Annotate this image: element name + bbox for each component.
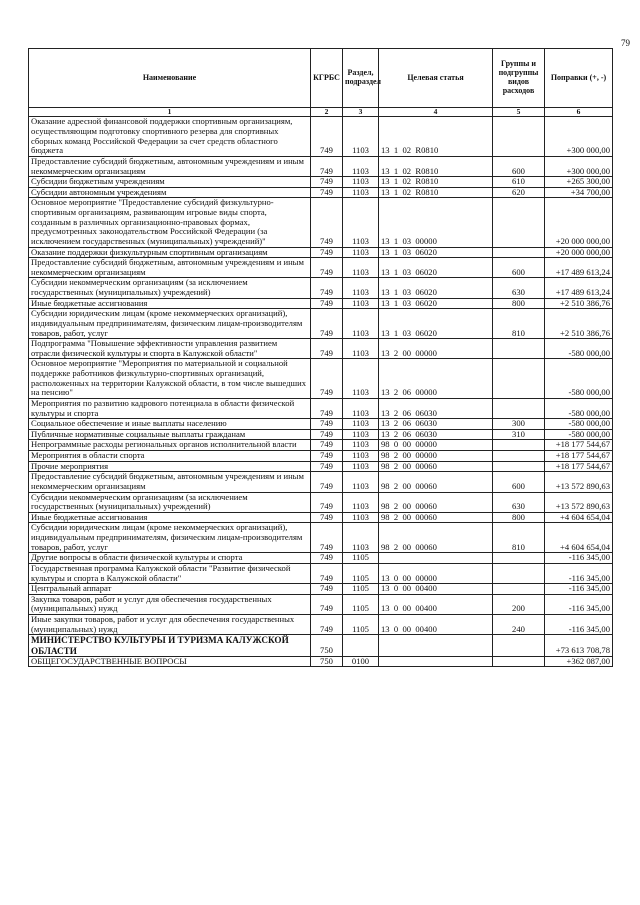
- row-grbs-cell: 749: [311, 594, 343, 614]
- row-grbs-cell: 749: [311, 472, 343, 492]
- row-name-cell: Предоставление субсидий бюджетным, автономным учреждениям и иным некоммерческим организациям: [29, 258, 311, 278]
- row-amount-cell: +300 000,00: [545, 156, 613, 176]
- row-article-cell: 98 2 00 00000: [379, 451, 493, 462]
- row-grbs-cell: 749: [311, 584, 343, 595]
- row-name-cell: Подпрограмма "Повышение эффективности управления развитием отрасли физической культуры и спорта в Калужской области": [29, 339, 311, 359]
- row-article-cell: 13 0 00 00400: [379, 615, 493, 635]
- row-article-cell: 13 2 00 00000: [379, 339, 493, 359]
- row-article-cell: 13 0 00 00000: [379, 563, 493, 583]
- row-group-cell: [493, 656, 545, 667]
- row-amount-cell: +2 510 386,76: [545, 309, 613, 339]
- row-name-cell: Публичные нормативные социальные выплаты гражданам: [29, 429, 311, 440]
- row-section-cell: 1103: [343, 187, 379, 198]
- row-section-cell: 1103: [343, 419, 379, 430]
- table-row: [29, 187, 613, 198]
- row-grbs-cell: 749: [311, 563, 343, 583]
- row-article-cell: [379, 635, 493, 657]
- row-section-cell: 1103: [343, 156, 379, 176]
- row-section-cell: 1105: [343, 553, 379, 564]
- row-section-cell: 1105: [343, 594, 379, 614]
- header-article: Целевая статья: [379, 49, 493, 108]
- row-amount-cell: -580 000,00: [545, 419, 613, 430]
- row-group-cell: [493, 461, 545, 472]
- row-section-cell: 1103: [343, 258, 379, 278]
- row-article-cell: 13 2 06 00000: [379, 359, 493, 399]
- table-row: [29, 512, 613, 523]
- table-row: [29, 635, 613, 657]
- table-header-row: [29, 49, 613, 108]
- row-amount-cell: +18 177 544,67: [545, 451, 613, 462]
- row-section-cell: 1103: [343, 512, 379, 523]
- row-grbs-cell: 749: [311, 359, 343, 399]
- row-article-cell: 13 1 03 06020: [379, 247, 493, 258]
- table-row: [29, 359, 613, 399]
- row-group-cell: 810: [493, 523, 545, 553]
- table-row: [29, 553, 613, 564]
- row-name-cell: Центральный аппарат: [29, 584, 311, 595]
- row-section-cell: 1103: [343, 492, 379, 512]
- column-number: 6: [545, 108, 613, 117]
- row-name-cell: Иные бюджетные ассигнования: [29, 512, 311, 523]
- row-name-cell: Прочие мероприятия: [29, 461, 311, 472]
- row-group-cell: [493, 117, 545, 157]
- table-row: [29, 339, 613, 359]
- row-group-cell: 610: [493, 177, 545, 188]
- row-name-cell: ОБЩЕГОСУДАРСТВЕННЫЕ ВОПРОСЫ: [29, 656, 311, 667]
- row-group-cell: 620: [493, 187, 545, 198]
- row-article-cell: 13 1 03 06020: [379, 309, 493, 339]
- row-section-cell: 1105: [343, 584, 379, 595]
- row-group-cell: 600: [493, 472, 545, 492]
- row-amount-cell: -580 000,00: [545, 359, 613, 399]
- column-number: 1: [29, 108, 311, 117]
- row-name-cell: Оказание поддержки физкультурным спортивным организациям: [29, 247, 311, 258]
- row-amount-cell: +17 489 613,24: [545, 258, 613, 278]
- row-section-cell: 1103: [343, 451, 379, 462]
- row-name-cell: Субсидии автономным учреждениям: [29, 187, 311, 198]
- row-name-cell: Основное мероприятие "Предоставление субсидий физкультурно-спортивным организациям, развивающим игровые виды спорта, созданным в различных организационно-правовых формах, предусмотренных законодательством Российской Федерации (за исключением государственных (муниципальных) учреждений)": [29, 198, 311, 247]
- column-number: 2: [311, 108, 343, 117]
- row-grbs-cell: 749: [311, 461, 343, 472]
- row-grbs-cell: 749: [311, 339, 343, 359]
- row-name-cell: Субсидии юридическим лицам (кроме некоммерческих организаций), индивидуальным предпринимателям, физическим лицам-производителям товаров, работ, услуг: [29, 523, 311, 553]
- row-section-cell: 1103: [343, 440, 379, 451]
- column-number: 4: [379, 108, 493, 117]
- row-article-cell: [379, 656, 493, 667]
- table-row: [29, 298, 613, 309]
- row-amount-cell: -116 345,00: [545, 563, 613, 583]
- row-article-cell: 98 2 00 00060: [379, 472, 493, 492]
- table-row: [29, 492, 613, 512]
- row-group-cell: 310: [493, 429, 545, 440]
- row-grbs-cell: 749: [311, 156, 343, 176]
- row-grbs-cell: 749: [311, 553, 343, 564]
- row-amount-cell: +2 510 386,76: [545, 298, 613, 309]
- header-section: Раздел, подраздел: [343, 49, 379, 108]
- row-grbs-cell: 749: [311, 492, 343, 512]
- row-amount-cell: -116 345,00: [545, 553, 613, 564]
- row-amount-cell: -580 000,00: [545, 339, 613, 359]
- row-amount-cell: +4 604 654,04: [545, 523, 613, 553]
- row-group-cell: 810: [493, 309, 545, 339]
- header-amount: Поправки (+, -): [545, 49, 613, 108]
- row-grbs-cell: 749: [311, 615, 343, 635]
- row-amount-cell: +4 604 654,04: [545, 512, 613, 523]
- row-section-cell: 1103: [343, 523, 379, 553]
- row-group-cell: [493, 339, 545, 359]
- row-group-cell: [493, 359, 545, 399]
- row-section-cell: 1103: [343, 278, 379, 298]
- row-article-cell: [379, 553, 493, 564]
- row-grbs-cell: 750: [311, 656, 343, 667]
- row-amount-cell: +73 613 708,78: [545, 635, 613, 657]
- table-row: [29, 278, 613, 298]
- table-row: [29, 461, 613, 472]
- column-number: 5: [493, 108, 545, 117]
- row-name-cell: Субсидии некоммерческим организациям (за исключением государственных (муниципальных) учреждений): [29, 278, 311, 298]
- row-section-cell: 1103: [343, 339, 379, 359]
- row-grbs-cell: 749: [311, 398, 343, 418]
- row-grbs-cell: 749: [311, 177, 343, 188]
- table-row: [29, 584, 613, 595]
- row-group-cell: 630: [493, 278, 545, 298]
- row-section-cell: 1103: [343, 309, 379, 339]
- row-name-cell: Субсидии юридическим лицам (кроме некоммерческих организаций), индивидуальным предпринимателям, физическим лицам-производителям товаров, работ, услуг: [29, 309, 311, 339]
- row-article-cell: 98 2 00 00060: [379, 492, 493, 512]
- row-article-cell: 13 0 00 00400: [379, 594, 493, 614]
- row-group-cell: 240: [493, 615, 545, 635]
- row-group-cell: 800: [493, 512, 545, 523]
- row-article-cell: 13 1 02 R0810: [379, 177, 493, 188]
- row-section-cell: 1103: [343, 398, 379, 418]
- row-section-cell: 1103: [343, 298, 379, 309]
- table-row: [29, 156, 613, 176]
- table-body: [29, 117, 613, 667]
- row-grbs-cell: 749: [311, 419, 343, 430]
- row-name-cell: Мероприятия в области спорта: [29, 451, 311, 462]
- row-grbs-cell: 749: [311, 440, 343, 451]
- row-article-cell: 98 0 00 00000: [379, 440, 493, 451]
- row-grbs-cell: 749: [311, 258, 343, 278]
- row-amount-cell: -580 000,00: [545, 398, 613, 418]
- row-name-cell: Оказание адресной финансовой поддержки спортивным организациям, осуществляющим подготовку спортивного резерва для спортивных сборных команд Российской Федерации за счет средств областного бюджета: [29, 117, 311, 157]
- row-group-cell: [493, 553, 545, 564]
- row-amount-cell: +20 000 000,00: [545, 247, 613, 258]
- row-amount-cell: -116 345,00: [545, 584, 613, 595]
- row-article-cell: 13 1 03 06020: [379, 258, 493, 278]
- row-section-cell: 1103: [343, 247, 379, 258]
- row-amount-cell: +300 000,00: [545, 117, 613, 157]
- row-name-cell: Социальное обеспечение и иные выплаты населению: [29, 419, 311, 430]
- row-article-cell: 98 2 00 00060: [379, 512, 493, 523]
- row-group-cell: 600: [493, 156, 545, 176]
- row-group-cell: 600: [493, 258, 545, 278]
- row-group-cell: [493, 563, 545, 583]
- row-name-cell: МИНИСТЕРСТВО КУЛЬТУРЫ И ТУРИЗМА КАЛУЖСКОЙ ОБЛАСТИ: [29, 635, 311, 657]
- row-grbs-cell: 749: [311, 198, 343, 247]
- row-name-cell: Непрограммные расходы региональных органов исполнительной власти: [29, 440, 311, 451]
- row-group-cell: [493, 198, 545, 247]
- row-name-cell: Предоставление субсидий бюджетным, автономным учреждениям и иным некоммерческим организациям: [29, 472, 311, 492]
- row-grbs-cell: 749: [311, 309, 343, 339]
- table-row: [29, 656, 613, 667]
- row-article-cell: 13 2 06 06030: [379, 419, 493, 430]
- row-article-cell: 13 1 03 06020: [379, 278, 493, 298]
- row-group-cell: [493, 584, 545, 595]
- row-amount-cell: +18 177 544,67: [545, 440, 613, 451]
- table-row: [29, 429, 613, 440]
- table-row: [29, 198, 613, 247]
- table-row: [29, 309, 613, 339]
- row-grbs-cell: 749: [311, 278, 343, 298]
- table-row: [29, 594, 613, 614]
- row-name-cell: Закупка товаров, работ и услуг для обеспечения государственных (муниципальных) нужд: [29, 594, 311, 614]
- row-section-cell: 1105: [343, 615, 379, 635]
- row-grbs-cell: 749: [311, 512, 343, 523]
- row-amount-cell: -580 000,00: [545, 429, 613, 440]
- table-row: [29, 523, 613, 553]
- row-article-cell: 13 1 02 R0810: [379, 156, 493, 176]
- row-amount-cell: +34 700,00: [545, 187, 613, 198]
- row-group-cell: [493, 440, 545, 451]
- column-number: 3: [343, 108, 379, 117]
- row-article-cell: 13 2 06 06030: [379, 398, 493, 418]
- row-article-cell: 13 1 02 R0810: [379, 117, 493, 157]
- table-row: [29, 398, 613, 418]
- row-grbs-cell: 749: [311, 298, 343, 309]
- row-amount-cell: +13 572 890,63: [545, 492, 613, 512]
- table-row: [29, 563, 613, 583]
- row-name-cell: Государственная программа Калужской области "Развитие физической культуры и спорта в Калужской области": [29, 563, 311, 583]
- row-section-cell: 0100: [343, 656, 379, 667]
- header-grbs: КГРБС: [311, 49, 343, 108]
- row-article-cell: 98 2 00 00060: [379, 523, 493, 553]
- row-amount-cell: -116 345,00: [545, 594, 613, 614]
- row-article-cell: 13 1 03 06020: [379, 298, 493, 309]
- header-name: Наименование: [29, 49, 311, 108]
- table-row: [29, 117, 613, 157]
- row-article-cell: 98 2 00 00060: [379, 461, 493, 472]
- row-amount-cell: +13 572 890,63: [545, 472, 613, 492]
- row-section-cell: 1103: [343, 461, 379, 472]
- row-amount-cell: +17 489 613,24: [545, 278, 613, 298]
- row-article-cell: 13 0 00 00400: [379, 584, 493, 595]
- row-name-cell: Субсидии бюджетным учреждениям: [29, 177, 311, 188]
- row-name-cell: Другие вопросы в области физической культуры и спорта: [29, 553, 311, 564]
- row-article-cell: 13 1 02 R0810: [379, 187, 493, 198]
- row-grbs-cell: 749: [311, 451, 343, 462]
- table-row: [29, 451, 613, 462]
- row-group-cell: [493, 451, 545, 462]
- row-grbs-cell: 749: [311, 187, 343, 198]
- row-section-cell: [343, 635, 379, 657]
- table-row: [29, 177, 613, 188]
- row-name-cell: Предоставление субсидий бюджетным, автономным учреждениям и иным некоммерческим организациям: [29, 156, 311, 176]
- table-row: [29, 258, 613, 278]
- row-group-cell: [493, 247, 545, 258]
- row-name-cell: Основное мероприятие "Мероприятия по материальной и социальной поддержке работников физкультурно-спортивных организаций, расположенных на территории Калужской области, в том числе вышедших на пенсию": [29, 359, 311, 399]
- row-grbs-cell: 749: [311, 247, 343, 258]
- row-name-cell: Иные бюджетные ассигнования: [29, 298, 311, 309]
- row-grbs-cell: 749: [311, 117, 343, 157]
- row-article-cell: 13 2 06 06030: [379, 429, 493, 440]
- row-group-cell: 630: [493, 492, 545, 512]
- row-amount-cell: -116 345,00: [545, 615, 613, 635]
- row-amount-cell: +20 000 000,00: [545, 198, 613, 247]
- row-section-cell: 1103: [343, 472, 379, 492]
- row-group-cell: [493, 635, 545, 657]
- budget-table: [28, 48, 613, 667]
- row-grbs-cell: 749: [311, 429, 343, 440]
- row-grbs-cell: 749: [311, 523, 343, 553]
- row-name-cell: Мероприятия по развитию кадрового потенциала в области физической культуры и спорта: [29, 398, 311, 418]
- row-group-cell: 200: [493, 594, 545, 614]
- row-grbs-cell: 750: [311, 635, 343, 657]
- row-name-cell: Иные закупки товаров, работ и услуг для обеспечения государственных (муниципальных) нужд: [29, 615, 311, 635]
- row-name-cell: Субсидии некоммерческим организациям (за исключением государственных (муниципальных) учреждений): [29, 492, 311, 512]
- row-group-cell: 300: [493, 419, 545, 430]
- header-group: Группы и подгруппы видов расходов: [493, 49, 545, 108]
- row-section-cell: 1103: [343, 117, 379, 157]
- row-amount-cell: +18 177 544,67: [545, 461, 613, 472]
- page-number: 79: [621, 38, 630, 48]
- row-section-cell: 1103: [343, 429, 379, 440]
- table-row: [29, 247, 613, 258]
- table-row: [29, 472, 613, 492]
- row-section-cell: 1103: [343, 359, 379, 399]
- row-amount-cell: +265 300,00: [545, 177, 613, 188]
- row-group-cell: 800: [493, 298, 545, 309]
- row-section-cell: 1105: [343, 563, 379, 583]
- row-amount-cell: +362 087,00: [545, 656, 613, 667]
- row-article-cell: 13 1 03 00000: [379, 198, 493, 247]
- table-row: [29, 419, 613, 430]
- table-row: [29, 615, 613, 635]
- row-section-cell: 1103: [343, 198, 379, 247]
- row-group-cell: [493, 398, 545, 418]
- table-row: [29, 440, 613, 451]
- row-section-cell: 1103: [343, 177, 379, 188]
